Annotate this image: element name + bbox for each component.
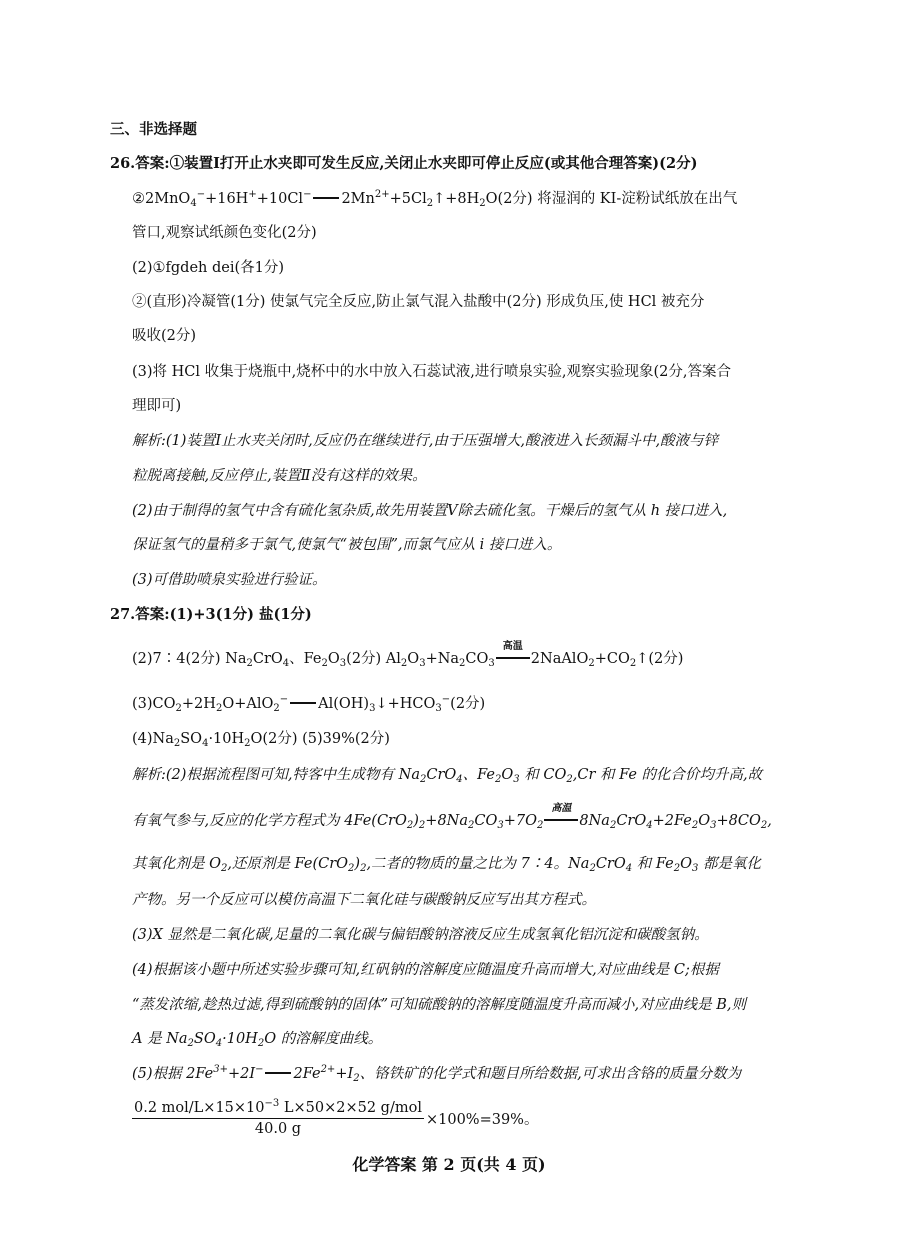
- q26-answer-5-cont: 理即可): [132, 398, 182, 414]
- equals-bar: [265, 1072, 291, 1074]
- equals-bar: [290, 702, 316, 704]
- q26-explain-2-cont: 保证氢气的量稍多于氯气,使氯气“被包围”,而氯气应从 i 接口进入。: [132, 537, 562, 553]
- condition-arrow: 高温: [543, 811, 579, 831]
- page-footer: 化学答案 第 2 页(共 4 页): [352, 1155, 546, 1174]
- q27-explain-2: 有氧气参与,反应的化学方程式为 $4Fe(CrO_2)_2+8Na_2CO_3+7O_2$ 高温 $8Na_2CrO_4+2Fe_2O_3+8CO_2$,: [132, 803, 772, 831]
- q26-explain-1: 解析:(1)装置Ⅰ止水夹关闭时,反应仍在继续进行,由于压强增大,酸液进入长颈漏斗中,酸液与锌: [132, 433, 719, 449]
- q26-answer-1: 26.答案:①装置Ⅰ打开止水夹即可发生反应,关闭止水夹即可停止反应(或其他合理答案)(2分): [110, 155, 698, 172]
- q26-answer-2-cont: 管口,观察试纸颜色变化(2分): [132, 225, 317, 241]
- q26-answer-4: ②(直形)冷凝管(1分) 使氯气完全反应,防止氯气混入盐酸中(2分) 形成负压,使 HCl 被充分: [132, 294, 705, 310]
- q27-explain-1: 解析:(2)根据流程图可知,特客中生成物有 $Na_2CrO_4$、$Fe_2O_3$ 和 $CO_2,Cr$ 和 Fe 的化合价均升高,故: [132, 767, 763, 785]
- q27-answer-3: $(3)CO_2+2H_2O+AlO_2^-$ $Al(OH)_3↓+HCO_3^-(2$分): [132, 694, 486, 714]
- section-title: 三、非选择题: [110, 121, 197, 138]
- q27-answer-2: (2)7∶4(2分) $Na_2CrO_4$、$Fe_2O_3(2$分) $Al_2O_3+Na_2CO_3$ 高温 $2NaAlO_2+CO_2↑(2$分): [132, 641, 684, 669]
- equals-bar: [313, 197, 339, 199]
- q26-answer-4-cont: 吸收(2分): [132, 328, 197, 344]
- q27-explain-5: (3)X 显然是二氧化碳,足量的二氧化碳与偏铝酸钠溶液反应生成氢氧化铝沉淀和碳酸氢钠。: [132, 927, 709, 943]
- q26-answer-2: ②2MnO$_4$−+16H++10Cl− $2Mn^{2+}+5Cl_2↑+8H_2O(2$分) 将湿润的 KI-淀粉试纸放在出气: [132, 189, 738, 209]
- q27-answer-4: $(4)Na_2SO_4\cdot 10H_2O(2$分) (5)39%(2分): [132, 731, 390, 749]
- fraction-result: ×100%=39%。: [425, 1112, 539, 1128]
- condition-arrow: 高温: [495, 649, 531, 669]
- fraction-numerator: 0.2 mol/$L\times 15\times 10^{-3}$ L×50×2×52 g/mol: [132, 1100, 424, 1119]
- q27-explain-7: “蒸发浓缩,趁热过滤,得到硫酸钠的固体”可知硫酸钠的溶解度随温度升高而减小,对应曲线是 B,则: [132, 997, 747, 1013]
- q26-explain-1-cont: 粒脱离接触,反应停止,装置Ⅱ没有这样的效果。: [132, 468, 427, 484]
- q26-explain-3: (3)可借助喷泉实验进行验证。: [132, 572, 327, 588]
- q27-explain-6: (4)根据该小题中所述实验步骤可知,红矾钠的溶解度应随温度升高而增大,对应曲线是 C;根据: [132, 962, 719, 978]
- q27-explain-9: (5)根据 $2Fe^{3+}+2I^-$ $2Fe^{2+}+I_2$、铬铁矿的化学式和题目所给数据,可求出含铬的质量分数为: [132, 1064, 742, 1084]
- q27-answer-1: 27.答案:(1)+3(1分) 盐(1分): [110, 606, 312, 623]
- q26-answer-5: (3)将 HCl 收集于烧瓶中,烧杯中的水中放入石蕊试液,进行喷泉实验,观察实验现象(2分,答案合: [132, 364, 731, 380]
- fraction-denominator: 40.0 g: [254, 1121, 302, 1137]
- q27-explain-8: A 是 $Na_2SO_4\cdot 10H_2O$ 的溶解度曲线。: [132, 1031, 383, 1049]
- mass-fraction-formula: [132, 1100, 538, 1137]
- q26-explain-2: (2)由于制得的氢气中含有硫化氢杂质,故先用装置Ⅴ除去硫化氢。干燥后的氢气从 h 接口进入,: [132, 503, 728, 519]
- q27-explain-4: 产物。另一个反应可以模仿高温下二氧化硅与碳酸钠反应写出其方程式。: [132, 892, 596, 908]
- q27-explain-3: 其氧化剂是 $O_2$,还原剂是 $Fe(CrO_2)_2$,二者的物质的量之比为 7∶4。$Na_2CrO_4$ 和 $Fe_2O_3$ 都是氧化: [132, 856, 761, 874]
- q26-answer-3: (2)①fgdeh dei(各1分): [132, 260, 285, 276]
